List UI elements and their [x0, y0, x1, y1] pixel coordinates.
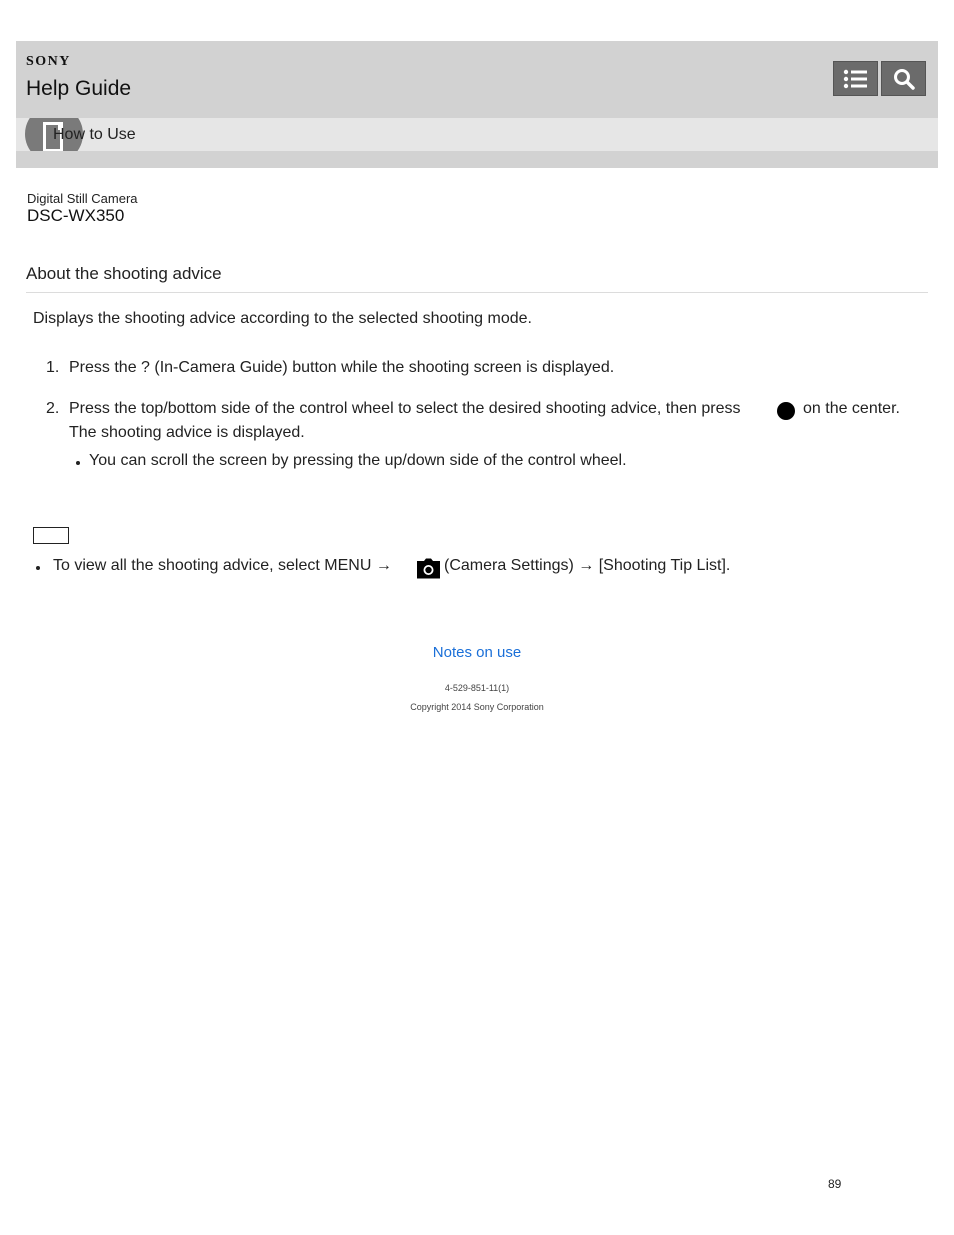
app-title: Help Guide [26, 77, 132, 100]
search-button[interactable] [881, 61, 926, 96]
center-button-icon [777, 402, 795, 420]
contents-list-button[interactable] [833, 61, 878, 96]
bullet-icon [36, 566, 40, 570]
search-icon [892, 67, 916, 91]
title-divider [26, 292, 928, 293]
header [16, 41, 938, 168]
breadcrumb [16, 118, 938, 151]
page-number: 89 [828, 1177, 842, 1191]
step-number: 2. [46, 400, 60, 417]
product-model: DSC-WX350 [27, 206, 125, 225]
copyright: Copyright 2014 Sony Corporation [410, 702, 544, 712]
step-text: Press the top/bottom side of the control wheel to select the desired shooting advice, then press [69, 400, 741, 417]
hint-text-continued: (Camera Settings) → [Shooting Tip List]. [444, 557, 731, 574]
list-icon [843, 69, 869, 89]
brand-logo: SONY [26, 54, 71, 69]
notes-on-use-link[interactable]: Notes on use [432, 644, 522, 661]
document-code: 4-529-851-11(1) [444, 683, 510, 693]
bullet-icon [76, 461, 80, 465]
product-type: Digital Still Camera [27, 191, 138, 206]
hint-text: To view all the shooting advice, select MENU → [53, 557, 392, 574]
breadcrumb-how-to-use[interactable]: How to Use [53, 126, 136, 143]
intro-text: Displays the shooting advice according to the selected shooting mode. [33, 310, 532, 327]
step-result-text: The shooting advice is displayed. [69, 424, 305, 441]
step-text: Press the ? (In-Camera Guide) button while the shooting screen is displayed. [69, 359, 615, 376]
step-note: You can scroll the screen by pressing the up/down side of the control wheel. [89, 452, 627, 469]
step-number: 1. [46, 359, 60, 376]
step-text-continued: on the center. [803, 400, 900, 417]
camera-icon [416, 558, 441, 579]
page-title: About the shooting advice [26, 264, 222, 283]
hint-label-box [33, 527, 69, 544]
